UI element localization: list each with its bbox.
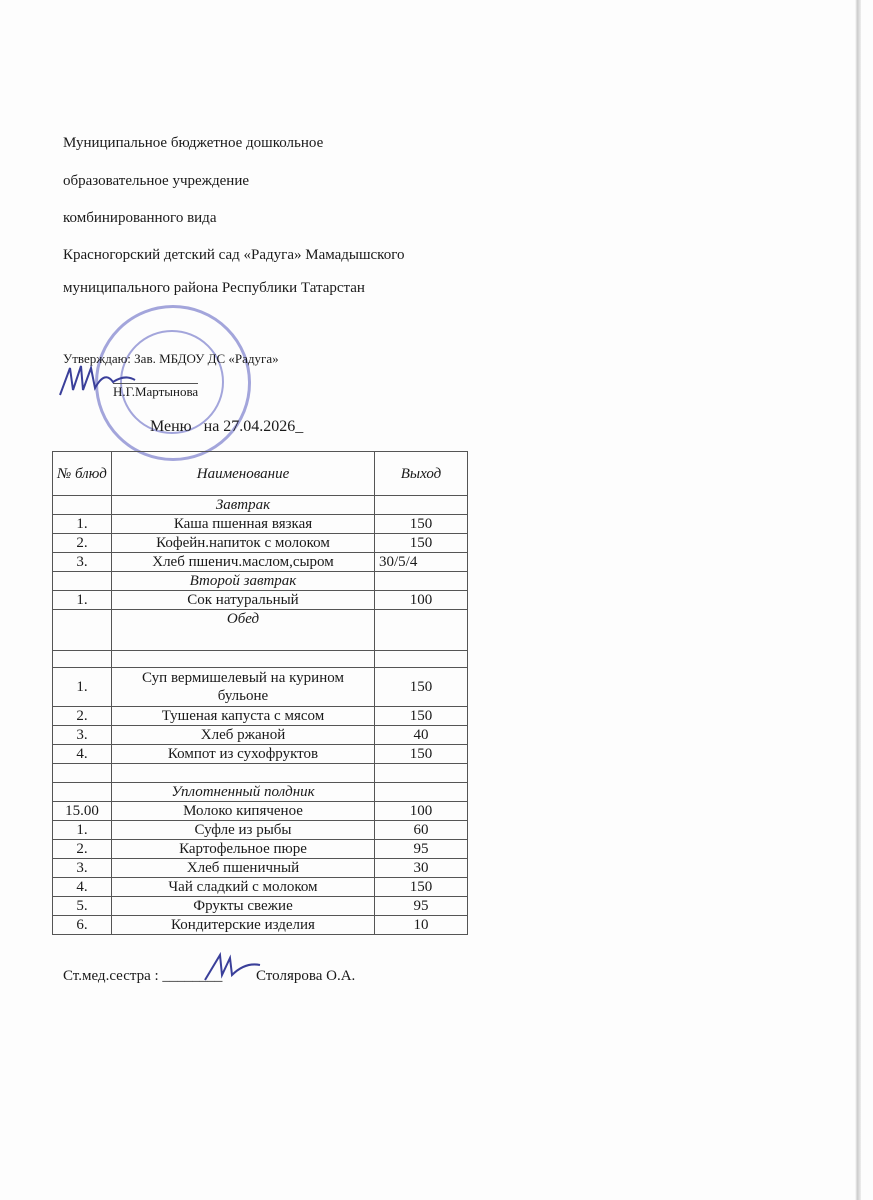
table-row — [53, 916, 468, 935]
table-row — [53, 878, 468, 897]
org-line-3: комбинированного вида — [63, 210, 217, 226]
table-row — [53, 859, 468, 878]
cell-n: 2. — [53, 707, 112, 726]
org-line-4: Красногорский детский сад «Радуга» Мамадышского — [63, 247, 405, 263]
cell-out — [375, 764, 468, 783]
cell-out: 95 — [375, 840, 468, 859]
cell-name: Суфле из рыбы — [112, 821, 375, 840]
table-row — [53, 897, 468, 916]
cell-name: Уплотненный полдник — [112, 783, 375, 802]
table-row — [53, 651, 468, 668]
cell-name: Молоко кипяченое — [112, 802, 375, 821]
cell-name — [112, 651, 375, 668]
cell-n: 3. — [53, 726, 112, 745]
col-header-output: Выход — [375, 452, 468, 496]
cell-name: Завтрак — [112, 496, 375, 515]
col-header-name: Наименование — [112, 452, 375, 496]
cell-out — [375, 610, 468, 651]
table-row — [53, 764, 468, 783]
cell-name: Хлеб ржаной — [112, 726, 375, 745]
table-row — [53, 745, 468, 764]
section-row — [53, 572, 468, 591]
cell-name: Обед — [112, 610, 375, 651]
cell-name: Суп вермишелевый на курином бульоне — [112, 668, 375, 707]
table-row — [53, 707, 468, 726]
section-row — [53, 496, 468, 515]
cell-n — [53, 610, 112, 651]
table-row — [53, 534, 468, 553]
org-line-5: муниципального района Республики Татарстан — [63, 280, 365, 296]
cell-n: 2. — [53, 534, 112, 553]
cell-out: 150 — [375, 878, 468, 897]
cell-out: 10 — [375, 916, 468, 935]
cell-n: 1. — [53, 515, 112, 534]
cell-name: Компот из сухофруктов — [112, 745, 375, 764]
cell-out — [375, 783, 468, 802]
table-row — [53, 553, 468, 572]
director-name: Н.Г.Мартынова — [113, 384, 199, 399]
cell-n: 1. — [53, 668, 112, 707]
cell-n — [53, 496, 112, 515]
cell-out: 95 — [375, 897, 468, 916]
cell-n: 6. — [53, 916, 112, 935]
cell-name: Сок натуральный — [112, 591, 375, 610]
table-row — [53, 802, 468, 821]
approval-line: Утверждаю: Зав. МБДОУ ДС «Радуга» — [63, 351, 279, 366]
cell-n: 1. — [53, 821, 112, 840]
nurse-label: Ст.мед.сестра : ________ — [63, 968, 223, 984]
cell-out: 30 — [375, 859, 468, 878]
table-row — [53, 668, 468, 707]
cell-out: 150 — [375, 707, 468, 726]
cell-n: 1. — [53, 591, 112, 610]
cell-n: 15.00 — [53, 802, 112, 821]
cell-n — [53, 764, 112, 783]
cell-n: 3. — [53, 859, 112, 878]
cell-n: 4. — [53, 745, 112, 764]
cell-out: 40 — [375, 726, 468, 745]
org-line-1: Муниципальное бюджетное дошкольное — [63, 135, 324, 151]
cell-name: Чай сладкий с молоком — [112, 878, 375, 897]
cell-out: 60 — [375, 821, 468, 840]
cell-out — [375, 572, 468, 591]
cell-name: Картофельное пюре — [112, 840, 375, 859]
table-row — [53, 515, 468, 534]
cell-out: 100 — [375, 802, 468, 821]
table-row — [53, 726, 468, 745]
cell-n: 3. — [53, 553, 112, 572]
col-header-number: № блюд — [53, 452, 112, 496]
cell-name: Хлеб пшенич.маслом,сыром — [112, 553, 375, 572]
menu-title: Меню на 27.04.2026_ — [150, 418, 304, 435]
cell-out: 30/5/4 — [375, 553, 468, 572]
cell-name: Хлеб пшеничный — [112, 859, 375, 878]
table-row — [53, 821, 468, 840]
cell-n: 4. — [53, 878, 112, 897]
cell-name: Фрукты свежие — [112, 897, 375, 916]
section-row — [53, 783, 468, 802]
nurse-name: Столярова О.А. — [256, 968, 356, 984]
cell-out — [375, 651, 468, 668]
cell-out: 150 — [375, 515, 468, 534]
cell-out: 150 — [375, 745, 468, 764]
cell-out — [375, 496, 468, 515]
cell-name: Кондитерские изделия — [112, 916, 375, 935]
cell-name: Каша пшенная вязкая — [112, 515, 375, 534]
cell-n: 2. — [53, 840, 112, 859]
cell-name: Кофейн.напиток с молоком — [112, 534, 375, 553]
cell-name — [112, 764, 375, 783]
cell-n — [53, 572, 112, 591]
cell-n — [53, 651, 112, 668]
cell-out: 100 — [375, 591, 468, 610]
cell-name: Тушеная капуста с мясом — [112, 707, 375, 726]
menu-table — [52, 451, 468, 935]
table-row — [53, 840, 468, 859]
cell-out: 150 — [375, 534, 468, 553]
scan-edge — [855, 0, 861, 1200]
cell-n: 5. — [53, 897, 112, 916]
section-row — [53, 610, 468, 651]
table-row — [53, 591, 468, 610]
cell-n — [53, 783, 112, 802]
org-line-2: образовательное учреждение — [63, 173, 250, 189]
cell-out: 150 — [375, 668, 468, 707]
cell-name: Второй завтрак — [112, 572, 375, 591]
